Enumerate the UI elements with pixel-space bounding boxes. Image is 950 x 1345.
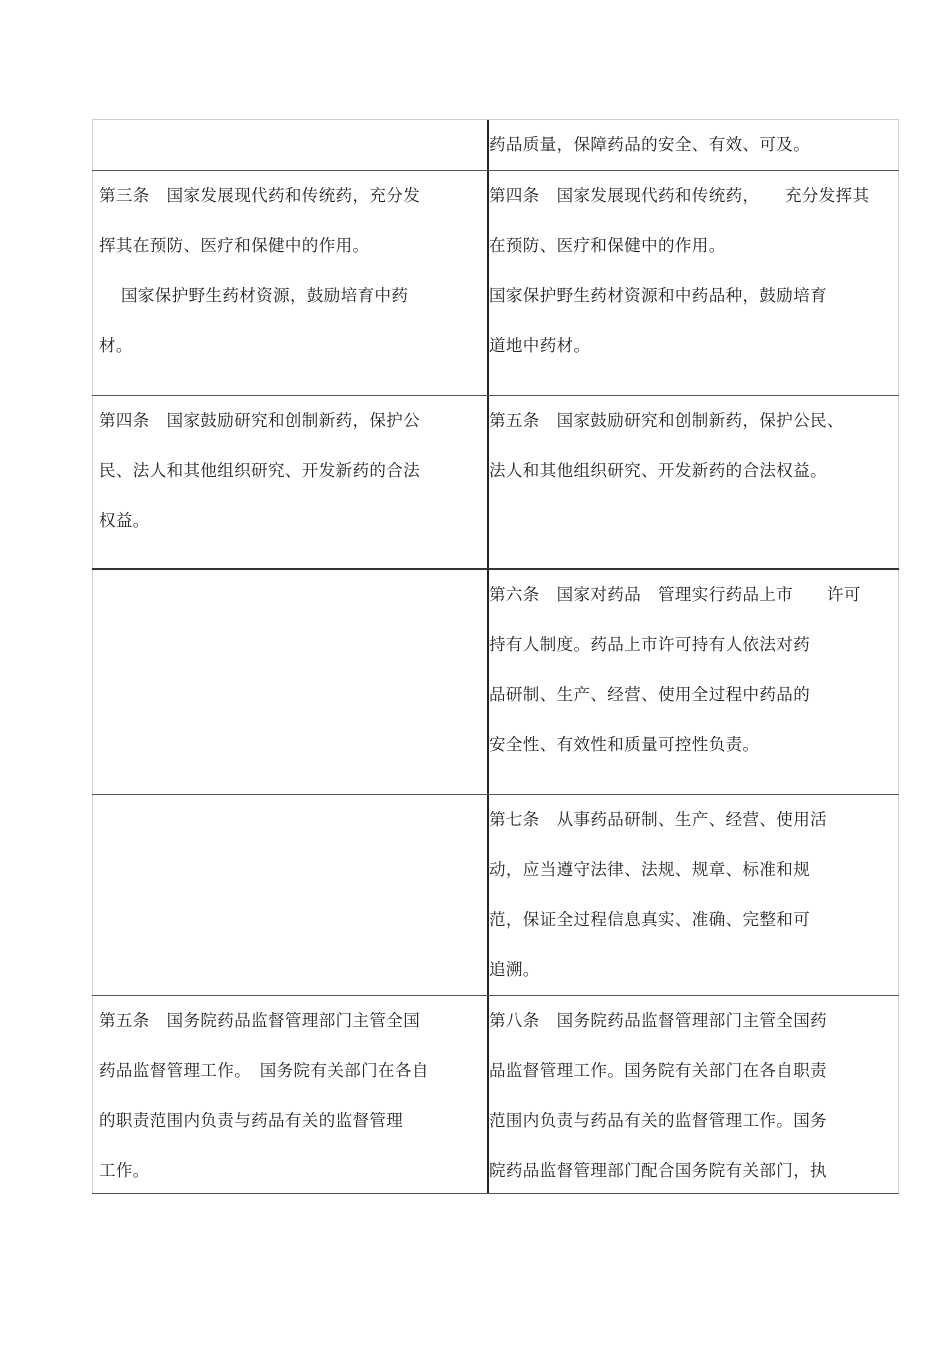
text-line: 范，保证全过程信息真实、准确、完整和可 bbox=[489, 910, 811, 929]
text-line: 第五条 国务院药品监督管理部门主管全国 bbox=[99, 1011, 421, 1030]
text-line: 工作。 bbox=[99, 1161, 150, 1180]
text-line: 持有人制度。药品上市许可持有人依法对药 bbox=[489, 635, 811, 654]
old-text-cell bbox=[92, 996, 489, 1193]
text-line: 第四条 国家鼓励研究和创制新药，保护公 bbox=[99, 411, 421, 430]
text-line: 第七条 从事药品研制、生产、经营、使用活 bbox=[489, 810, 827, 829]
text-line: 药品质量，保障药品的安全、有效、可及。 bbox=[489, 135, 811, 154]
text-line: 挥其在预防、医疗和保健中的作用。 bbox=[99, 236, 370, 255]
text-line: 权益。 bbox=[99, 511, 150, 530]
text-line: 品监督管理工作。国务院有关部门在各自职责 bbox=[489, 1061, 827, 1080]
new-text-cell bbox=[489, 795, 899, 995]
text-line: 第三条 国家发展现代药和传统药，充分发 bbox=[99, 186, 421, 205]
text-line: 安全性、有效性和质量可控性负责。 bbox=[489, 735, 760, 754]
text-line: 材。 bbox=[99, 336, 133, 355]
text-line: 品研制、生产、经营、使用全过程中药品的 bbox=[489, 685, 811, 704]
old-text-cell bbox=[92, 120, 489, 170]
table-row bbox=[92, 570, 899, 795]
old-text-cell bbox=[92, 795, 489, 995]
text-line: 道地中药材。 bbox=[489, 336, 591, 355]
text-line: 第六条 国家对药品 管理实行药品上市 许可 bbox=[489, 585, 861, 604]
text-line: 的职责范围内负责与药品有关的监督管理 bbox=[99, 1111, 404, 1130]
old-text-cell bbox=[92, 396, 489, 568]
text-line: 院药品监督管理部门配合国务院有关部门，执 bbox=[489, 1161, 827, 1180]
new-text-cell bbox=[489, 996, 899, 1193]
text-line: 国家保护野生药材资源和中药品种，鼓励培育 bbox=[489, 286, 827, 305]
new-text-cell bbox=[489, 171, 899, 395]
old-text-cell bbox=[92, 570, 489, 794]
text-line: 国家保护野生药材资源，鼓励培育中药 bbox=[121, 286, 409, 305]
text-line: 追溯。 bbox=[489, 960, 540, 979]
new-text-cell bbox=[489, 570, 899, 794]
text-line: 第八条 国务院药品监督管理部门主管全国药 bbox=[489, 1011, 827, 1030]
text-line: 第四条 国家发展现代药和传统药， 充分发挥其 bbox=[489, 186, 870, 205]
new-text-cell bbox=[489, 396, 899, 568]
text-line: 范围内负责与药品有关的监督管理工作。国务 bbox=[489, 1111, 827, 1130]
new-text-cell bbox=[489, 120, 899, 170]
text-line: 药品监督管理工作。 国务院有关部门在各自 bbox=[99, 1061, 429, 1080]
comparison-table bbox=[92, 119, 899, 1194]
text-line: 民、法人和其他组织研究、开发新药的合法 bbox=[99, 461, 421, 480]
table-row bbox=[92, 996, 899, 1194]
table-row bbox=[92, 171, 899, 396]
text-line: 动，应当遵守法律、法规、规章、标准和规 bbox=[489, 860, 811, 879]
text-line: 第五条 国家鼓励研究和创制新药，保护公民、 bbox=[489, 411, 844, 430]
text-line: 在预防、医疗和保健中的作用。 bbox=[489, 236, 726, 255]
table-row bbox=[92, 795, 899, 996]
table-row bbox=[92, 120, 899, 171]
text-line: 法人和其他组织研究、开发新药的合法权益。 bbox=[489, 461, 827, 480]
old-text-cell bbox=[92, 171, 489, 395]
table-row bbox=[92, 396, 899, 570]
